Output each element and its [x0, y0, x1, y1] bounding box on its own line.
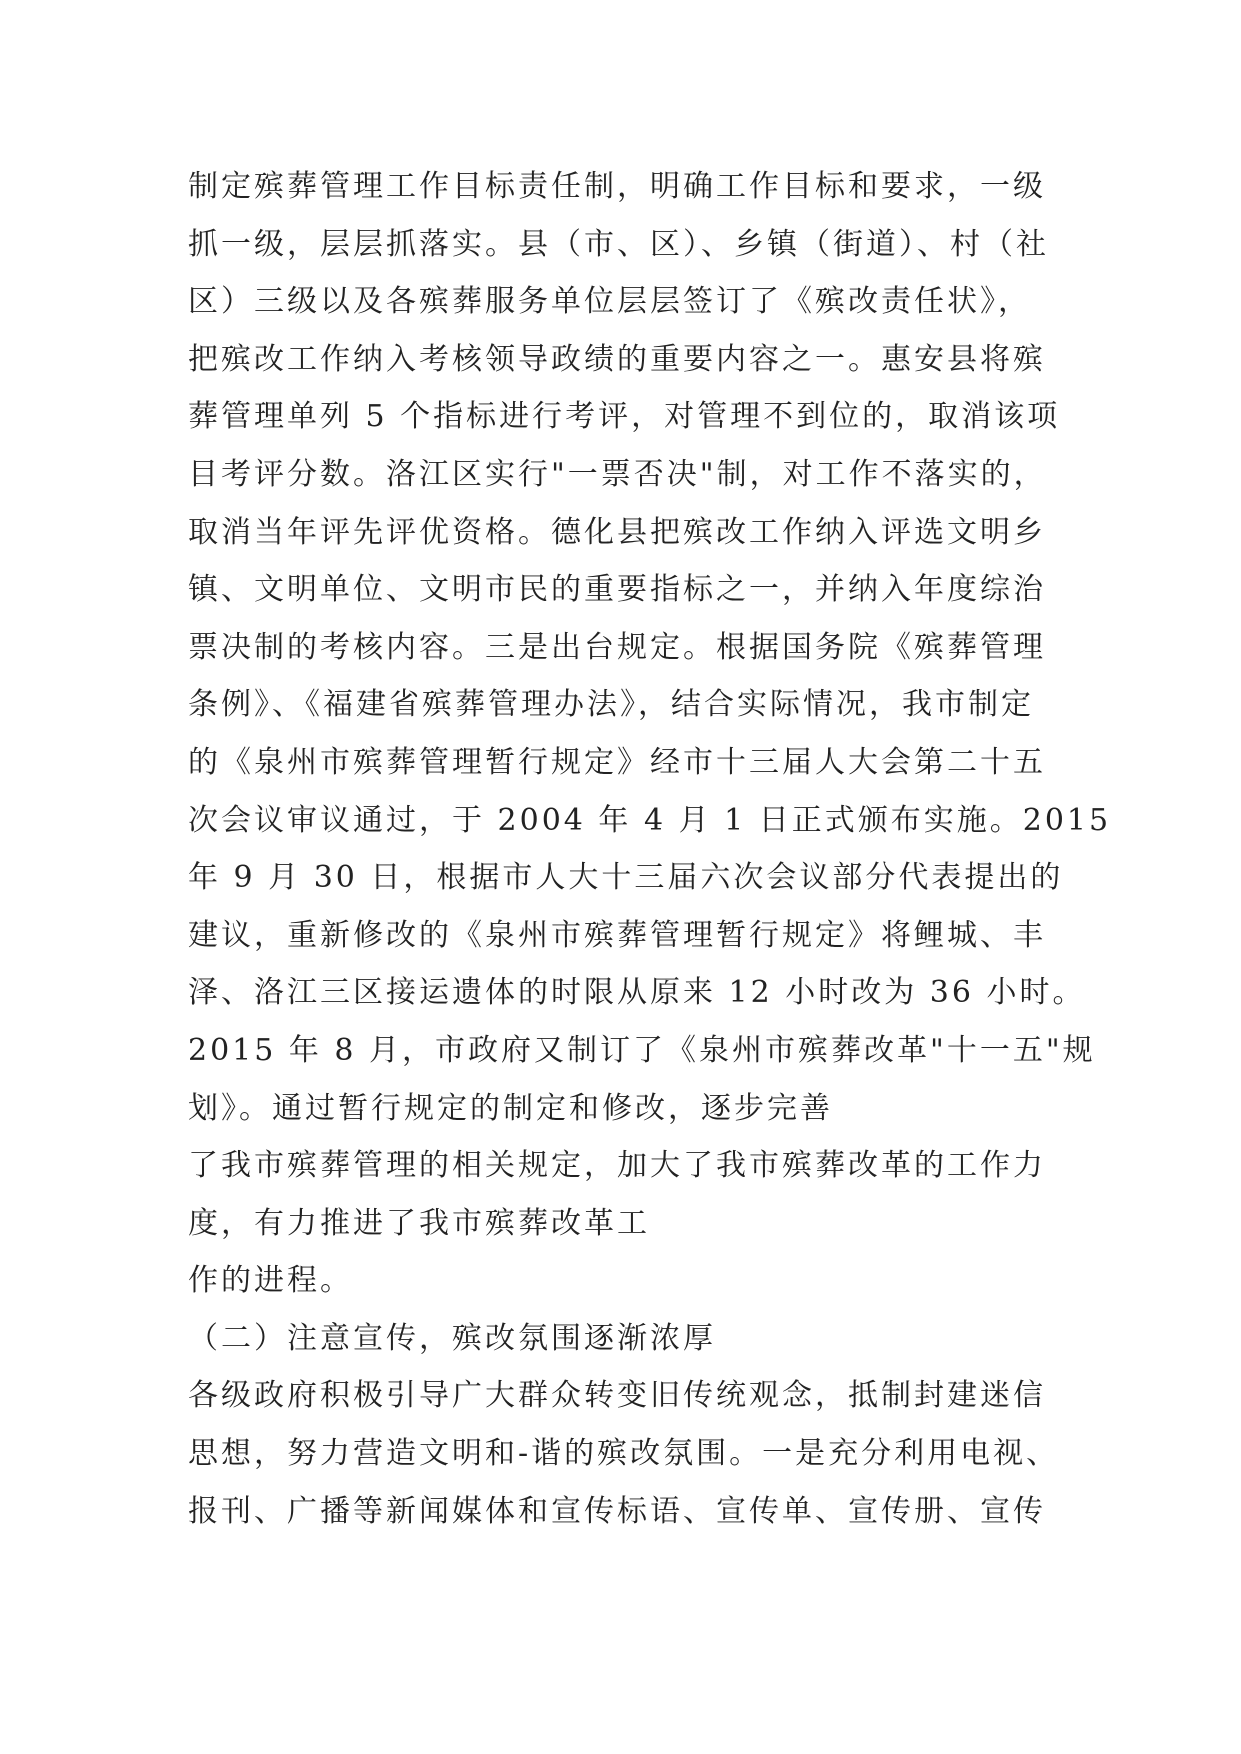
text-line-14: 建议，重新修改的《泉州市殡葬管理暂行规定》将鲤城、丰 [188, 917, 1046, 953]
text-line-2: 抓一级，层层抓落实。县（市、区）、乡镇（街道）、村（社 [188, 226, 1049, 262]
text-line-22: 各级政府积极引导广大群众转变旧传统观念，抵制封建迷信 [188, 1378, 1046, 1414]
text-line-7: 取消当年评先评优资格。德化县把殡改工作纳入评选文明乡 [188, 514, 1046, 550]
text-line-16: 2015 年 8 月，市政府又制订了《泉州市殡葬改革"十一五"规 [188, 1032, 1096, 1068]
text-line-4: 把殡改工作纳入考核领导政绩的重要内容之一。惠安县将殡 [188, 341, 1046, 377]
text-line-8: 镇、文明单位、文明市民的重要指标之一，并纳入年度综治 [188, 572, 1046, 608]
text-line-9: 票决制的考核内容。三是出台规定。根据国务院《殡葬管理 [188, 629, 1046, 665]
text-line-13: 年 9 月 30 日，根据市人大十三届六次会议部分代表提出的 [188, 860, 1064, 896]
text-line-3: 区）三级以及各殡葬服务单位层层签订了《殡改责任状》， [188, 284, 1031, 320]
text-line-19: 度，有力推进了我市殡葬改革工 [188, 1205, 650, 1241]
text-line-23: 思想，努力营造文明和-谐的殡改氛围。一是充分利用电视、 [188, 1436, 1060, 1472]
text-line-11: 的《泉州市殡葬管理暂行规定》经市十三届人大会第二十五 [188, 744, 1046, 780]
text-line-1: 制定殡葬管理工作目标责任制，明确工作目标和要求，一级 [188, 169, 1046, 204]
body-text [188, 158, 1112, 1540]
section-heading: （二）注意宣传，殡改氛围逐渐浓厚 [188, 1320, 716, 1356]
text-line-24: 报刊、广播等新闻媒体和宣传标语、宣传单、宣传册、宣传 [188, 1493, 1046, 1529]
text-line-10: 条例》、《福建省殡葬管理办法》，结合实际情况，我市制定 [188, 687, 1034, 723]
text-line-6: 目考评分数。洛江区实行"一票否决"制，对工作不落实的， [188, 456, 1047, 492]
text-line-15: 泽、洛江三区接运遗体的时限从原来 12 小时改为 36 小时。 [188, 975, 1086, 1011]
text-line-12: 次会议审议通过，于 2004 年 4 月 1 日正式颁布实施。2015 [188, 802, 1112, 838]
text-line-20: 作的进程。 [188, 1263, 353, 1299]
text-line-18: 了我市殡葬管理的相关规定，加大了我市殡葬改革的工作力 [188, 1148, 1046, 1184]
text-line-5: 葬管理单列 5 个指标进行考评，对管理不到位的，取消该项 [188, 399, 1061, 435]
text-line-17: 划》。通过暂行规定的制定和修改，逐步完善 [188, 1090, 833, 1126]
